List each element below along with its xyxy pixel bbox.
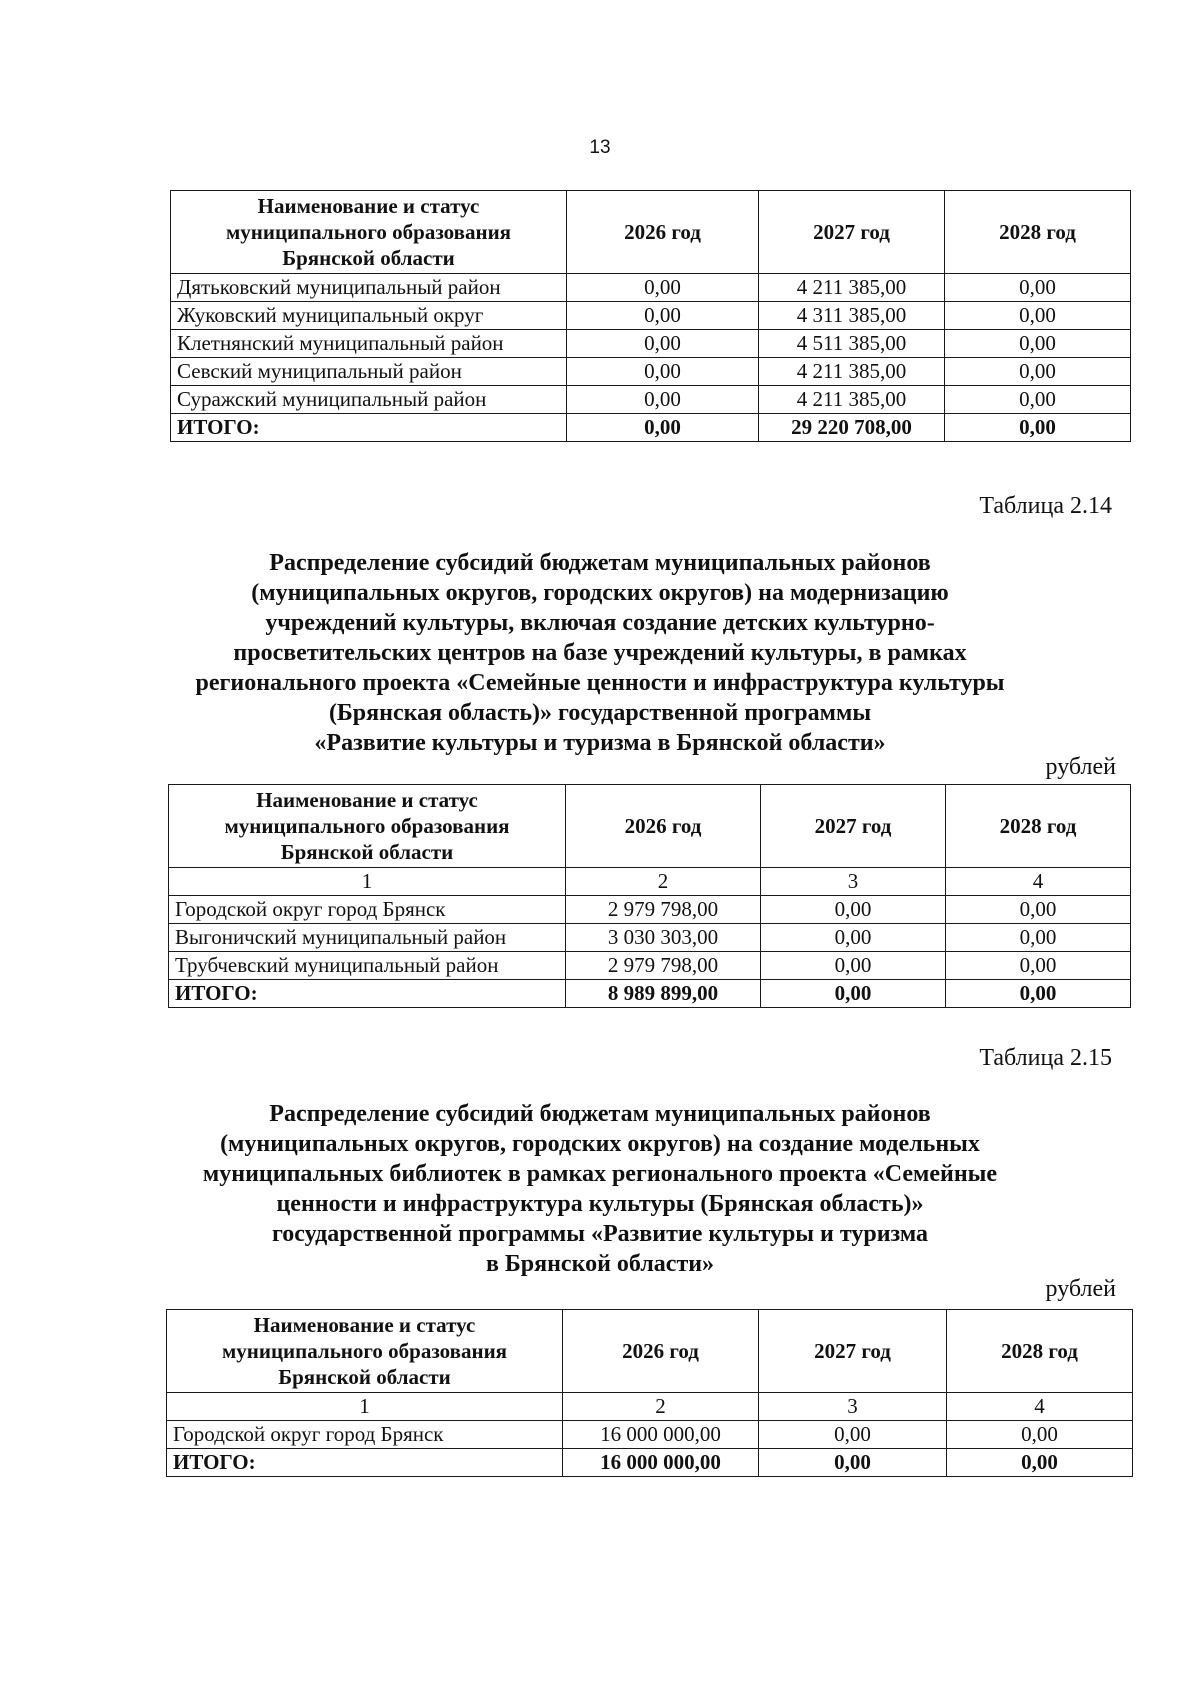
caption-line: «Развитие культуры и туризма в Брянской области» xyxy=(314,730,886,756)
header-name-cell xyxy=(169,785,566,868)
row-2026: 2 979 798,00 xyxy=(566,896,761,924)
header-name-line: Брянской области xyxy=(282,246,455,270)
header-2027: 2027 год xyxy=(761,785,946,868)
table-2-14-label: Таблица 2.14 xyxy=(979,493,1112,519)
row-2026: 3 030 303,00 xyxy=(566,924,761,952)
table-2-14-unit: рублей xyxy=(1045,754,1116,780)
column-number: 2 xyxy=(566,868,761,896)
total-2028: 0,00 xyxy=(945,414,1131,442)
row-2027: 4 511 385,00 xyxy=(759,330,945,358)
row-2028: 0,00 xyxy=(947,1421,1133,1449)
header-2028: 2028 год xyxy=(946,785,1131,868)
total-label: ИТОГО: xyxy=(171,414,567,442)
caption-line: муниципальных библиотек в рамках регионального проекта «Семейные xyxy=(202,1161,998,1187)
header-name-line: муниципального образования xyxy=(224,814,510,838)
column-number: 3 xyxy=(761,868,946,896)
table-total-row xyxy=(169,980,1131,1008)
header-2026: 2026 год xyxy=(563,1310,759,1393)
table-header-row xyxy=(167,1310,1133,1393)
total-2027: 0,00 xyxy=(759,1449,947,1477)
total-2026: 16 000 000,00 xyxy=(563,1449,759,1477)
row-name: Городской округ город Брянск xyxy=(169,896,566,924)
table-total-row xyxy=(167,1449,1133,1477)
row-2028: 0,00 xyxy=(945,330,1131,358)
header-name-cell xyxy=(171,191,567,274)
row-name: Городской округ город Брянск xyxy=(167,1421,563,1449)
table-row xyxy=(167,1421,1133,1449)
column-number: 3 xyxy=(759,1393,947,1421)
table-2-15-caption xyxy=(100,1099,1100,1279)
row-2027: 4 311 385,00 xyxy=(759,302,945,330)
page-number: 13 xyxy=(589,137,611,158)
row-name: Суражский муниципальный район xyxy=(171,386,567,414)
column-number: 4 xyxy=(946,868,1131,896)
header-name-line: Наименование и статус xyxy=(256,788,478,812)
row-2028: 0,00 xyxy=(945,302,1131,330)
caption-line: регионального проекта «Семейные ценности и инфраструктура культуры xyxy=(195,670,1005,696)
header-name-line: муниципального образования xyxy=(225,220,512,244)
row-2026: 16 000 000,00 xyxy=(563,1421,759,1449)
row-name: Выгоничский муниципальный район xyxy=(169,924,566,952)
row-2027: 0,00 xyxy=(759,1421,947,1449)
total-label: ИТОГО: xyxy=(167,1449,563,1477)
header-name-line: Брянской области xyxy=(280,840,454,864)
header-2026: 2026 год xyxy=(566,785,761,868)
row-name: Дятьковский муниципальный район xyxy=(171,274,567,302)
table-2-14-caption xyxy=(100,548,1100,758)
column-number: 1 xyxy=(169,868,566,896)
column-number: 4 xyxy=(947,1393,1133,1421)
table-row xyxy=(169,896,1131,924)
row-2027: 0,00 xyxy=(761,924,946,952)
table-row xyxy=(169,924,1131,952)
caption-line: Распределение субсидий бюджетам муниципальных районов xyxy=(269,1101,931,1127)
table-2-15 xyxy=(166,1309,1133,1477)
caption-line: просветительских центров на базе учреждений культуры, в рамках xyxy=(233,640,967,666)
row-2026: 0,00 xyxy=(567,274,759,302)
caption-line: (Брянская область)» государственной программы xyxy=(328,700,872,726)
row-2026: 0,00 xyxy=(567,302,759,330)
row-2027: 0,00 xyxy=(761,896,946,924)
caption-line: государственной программы «Развитие культуры и туризма xyxy=(271,1221,929,1247)
total-2026: 0,00 xyxy=(567,414,759,442)
table-row xyxy=(171,330,1131,358)
table-header-row xyxy=(169,785,1131,868)
total-2026: 8 989 899,00 xyxy=(566,980,761,1008)
total-2028: 0,00 xyxy=(946,980,1131,1008)
row-2027: 4 211 385,00 xyxy=(759,386,945,414)
table-row xyxy=(169,952,1131,980)
table-header-row xyxy=(171,191,1131,274)
header-name-line: муниципального образования xyxy=(221,1339,508,1363)
table-row xyxy=(171,358,1131,386)
table-total-row xyxy=(171,414,1131,442)
caption-line: Распределение субсидий бюджетам муниципальных районов xyxy=(269,550,931,576)
column-number-row xyxy=(169,868,1131,896)
header-2026: 2026 год xyxy=(567,191,759,274)
total-2027: 0,00 xyxy=(761,980,946,1008)
row-2028: 0,00 xyxy=(946,924,1131,952)
header-2027: 2027 год xyxy=(759,191,945,274)
table-prev xyxy=(170,190,1131,442)
caption-line: (муниципальных округов, городских округов) на создание модельных xyxy=(220,1131,980,1157)
column-number: 1 xyxy=(167,1393,563,1421)
caption-line: ценности и инфраструктура культуры (Брянская область)» xyxy=(276,1191,924,1217)
row-2028: 0,00 xyxy=(945,386,1131,414)
header-name-line: Наименование и статус xyxy=(257,194,480,218)
total-2027: 29 220 708,00 xyxy=(759,414,945,442)
row-2028: 0,00 xyxy=(946,952,1131,980)
row-2026: 0,00 xyxy=(567,330,759,358)
table-2-14 xyxy=(168,784,1131,1008)
table-row xyxy=(171,302,1131,330)
caption-line: в Брянской области» xyxy=(485,1251,715,1277)
row-name: Жуковский муниципальный округ xyxy=(171,302,567,330)
row-2026: 0,00 xyxy=(567,386,759,414)
column-number: 2 xyxy=(563,1393,759,1421)
header-name-line: Наименование и статус xyxy=(253,1313,476,1337)
table-row xyxy=(171,386,1131,414)
row-2026: 2 979 798,00 xyxy=(566,952,761,980)
row-2027: 4 211 385,00 xyxy=(759,358,945,386)
row-2027: 0,00 xyxy=(761,952,946,980)
total-2028: 0,00 xyxy=(947,1449,1133,1477)
row-2028: 0,00 xyxy=(945,274,1131,302)
header-name-line: Брянской области xyxy=(278,1365,451,1389)
row-2028: 0,00 xyxy=(945,358,1131,386)
table-row xyxy=(171,274,1131,302)
caption-line: учреждений культуры, включая создание детских культурно- xyxy=(265,610,935,636)
column-number-row xyxy=(167,1393,1133,1421)
header-2027: 2027 год xyxy=(759,1310,947,1393)
header-2028: 2028 год xyxy=(945,191,1131,274)
header-name-cell xyxy=(167,1310,563,1393)
row-name: Клетнянский муниципальный район xyxy=(171,330,567,358)
total-label: ИТОГО: xyxy=(169,980,566,1008)
header-2028: 2028 год xyxy=(947,1310,1133,1393)
row-name: Трубчевский муниципальный район xyxy=(169,952,566,980)
caption-line: (муниципальных округов, городских округов) на модернизацию xyxy=(251,580,949,606)
row-name: Севский муниципальный район xyxy=(171,358,567,386)
row-2026: 0,00 xyxy=(567,358,759,386)
table-2-15-label: Таблица 2.15 xyxy=(979,1045,1112,1071)
table-2-15-unit: рублей xyxy=(1045,1276,1116,1302)
row-2027: 4 211 385,00 xyxy=(759,274,945,302)
row-2028: 0,00 xyxy=(946,896,1131,924)
